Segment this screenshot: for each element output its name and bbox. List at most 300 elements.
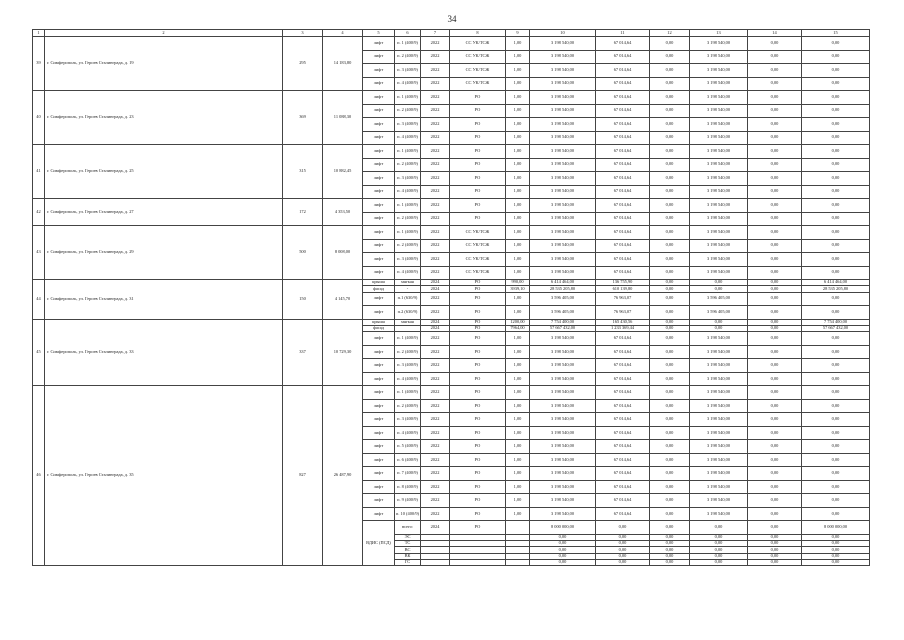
quantity-cell: 1,00 [506, 226, 530, 240]
year-cell: 2022 [421, 64, 450, 78]
total-cost-cell: 57 667 432,00 [530, 325, 596, 331]
control-cost-cell: 76 963,07 [596, 306, 650, 320]
cost-c15-cell: 0,00 [802, 104, 870, 118]
cost-c13-cell: 3 596 405,00 [690, 292, 748, 306]
row-number-cell: 43 [33, 226, 45, 280]
cost-c15-cell: 0,00 [802, 64, 870, 78]
total-cost-cell: 3 198 540,00 [530, 104, 596, 118]
cost-c12-cell: 0,00 [650, 359, 690, 373]
year-cell: 2024 [421, 521, 450, 535]
cost-c14-cell: 0,00 [748, 185, 802, 199]
cost-c14-cell: 0,00 [748, 37, 802, 51]
cost-c13-cell: 3 198 540,00 [690, 64, 748, 78]
year-cell: 2022 [421, 145, 450, 159]
address-cell: г. Симферополь, ул. Героев Сталинграда, д. 33 [45, 319, 283, 386]
total-cost-cell: 0,00 [530, 559, 596, 565]
column-number: 12 [650, 30, 690, 37]
cost-c12-cell: 0,00 [650, 64, 690, 78]
funding-source-cell: РО [450, 306, 506, 320]
work-type-cell: лифт [363, 226, 395, 240]
work-type-cell: лифт [363, 118, 395, 132]
total-cost-cell: 8 000 000,00 [530, 521, 596, 535]
quantity-cell: 3939,10 [506, 286, 530, 292]
work-spec-cell: всего: [395, 521, 421, 535]
cost-c15-cell: 0,00 [802, 553, 870, 559]
total-cost-cell: 3 198 540,00 [530, 453, 596, 467]
cost-c14-cell: 0,00 [748, 426, 802, 440]
total-cost-cell: 0,00 [530, 540, 596, 546]
quantity-cell: 1,00 [506, 359, 530, 373]
cost-c13-cell: 3 198 540,00 [690, 345, 748, 359]
cost-c14-cell: 0,00 [748, 319, 802, 325]
year-cell: 2022 [421, 413, 450, 427]
quantity-cell: 1,00 [506, 292, 530, 306]
work-type-cell: лифт [363, 37, 395, 51]
total-cost-cell: 3 198 540,00 [530, 131, 596, 145]
work-spec-cell: п. 7 (400/9) [395, 467, 421, 481]
cost-c15-cell: 0,00 [802, 91, 870, 105]
cost-c14-cell: 0,00 [748, 280, 802, 286]
total-cost-cell: 3 198 540,00 [530, 507, 596, 521]
work-type-cell: лифт [363, 199, 395, 213]
total-cost-cell: 0,00 [530, 534, 596, 540]
cost-c14-cell: 0,00 [748, 480, 802, 494]
address-cell: г. Симферополь, ул. Героев Сталинграда, д. 23 [45, 91, 283, 145]
quantity-cell: 1200,00 [506, 319, 530, 325]
cost-c12-cell: 0,00 [650, 77, 690, 91]
work-type-cell: лифт [363, 266, 395, 280]
control-cost-cell: 67 014,64 [596, 386, 650, 400]
cost-c13-cell: 3 198 540,00 [690, 359, 748, 373]
cost-c13-cell: 0,00 [690, 540, 748, 546]
cost-c14-cell: 0,00 [748, 104, 802, 118]
control-cost-cell: 67 014,64 [596, 453, 650, 467]
year-cell: 2024 [421, 286, 450, 292]
cost-c13-cell: 3 198 540,00 [690, 332, 748, 346]
total-cost-cell: 3 198 540,00 [530, 64, 596, 78]
cost-c12-cell: 0,00 [650, 104, 690, 118]
year-cell: 2022 [421, 118, 450, 132]
total-cost-cell: 3 198 540,00 [530, 426, 596, 440]
year-cell: 2022 [421, 37, 450, 51]
area-cell: 4 145,70 [323, 280, 363, 320]
quantity-cell: 1,00 [506, 91, 530, 105]
cost-c14-cell: 0,00 [748, 239, 802, 253]
quantity-cell [506, 559, 530, 565]
cost-c13-cell: 0,00 [690, 553, 748, 559]
cost-c12-cell: 0,00 [650, 534, 690, 540]
quantity-cell: 1,00 [506, 158, 530, 172]
quantity-cell: 1,00 [506, 494, 530, 508]
work-type-cell: фасад [363, 325, 395, 331]
cost-c12-cell: 0,00 [650, 185, 690, 199]
control-cost-cell: 67 014,64 [596, 253, 650, 267]
year-cell: 2022 [421, 158, 450, 172]
cost-c14-cell: 0,00 [748, 199, 802, 213]
cost-c14-cell: 0,00 [748, 359, 802, 373]
work-type-cell: лифт [363, 467, 395, 481]
cost-c14-cell: 0,00 [748, 325, 802, 331]
work-spec-cell: п. 2 (400/9) [395, 239, 421, 253]
control-cost-cell: 67 014,64 [596, 199, 650, 213]
cost-c14-cell: 0,00 [748, 172, 802, 186]
column-number: 10 [530, 30, 596, 37]
cost-c15-cell: 6 414 464,00 [802, 280, 870, 286]
quantity-cell: 1,00 [506, 386, 530, 400]
control-cost-cell: 67 014,64 [596, 104, 650, 118]
year-cell: 2024 [421, 280, 450, 286]
funding-source-cell: РО [450, 521, 506, 535]
year-cell: 2022 [421, 494, 450, 508]
work-spec-cell: ГС [395, 559, 421, 565]
year-cell: 2022 [421, 292, 450, 306]
funding-source-cell: РО [450, 453, 506, 467]
address-cell: г. Симферополь, ул. Героев Сталинграда, д. 35 [45, 386, 283, 566]
cost-c13-cell: 3 198 540,00 [690, 212, 748, 226]
cost-c15-cell: 0,00 [802, 386, 870, 400]
work-spec-cell: п. 4 (400/9) [395, 77, 421, 91]
cost-c13-cell: 3 198 540,00 [690, 399, 748, 413]
row-number-cell: 39 [33, 37, 45, 91]
quantity-cell [506, 521, 530, 535]
cost-c12-cell: 0,00 [650, 50, 690, 64]
control-cost-cell: 165 430,56 [596, 319, 650, 325]
total-cost-cell: 3 198 540,00 [530, 91, 596, 105]
control-cost-cell: 67 014,64 [596, 467, 650, 481]
total-cost-cell: 3 198 540,00 [530, 145, 596, 159]
quantity-cell: 1,00 [506, 306, 530, 320]
cost-c15-cell: 0,00 [802, 540, 870, 546]
column-number: 7 [421, 30, 450, 37]
work-spec-cell: ВС [395, 547, 421, 553]
cost-c12-cell: 0,00 [650, 319, 690, 325]
cost-c13-cell: 3 198 540,00 [690, 453, 748, 467]
funding-source-cell: РО [450, 467, 506, 481]
total-cost-cell: 3 198 540,00 [530, 345, 596, 359]
year-cell: 2024 [421, 325, 450, 331]
funding-source-cell [450, 559, 506, 565]
cost-c15-cell: 8 000 000,00 [802, 521, 870, 535]
year-cell: 2022 [421, 77, 450, 91]
year-cell [421, 559, 450, 565]
cost-c14-cell: 0,00 [748, 372, 802, 386]
control-cost-cell: 67 014,64 [596, 345, 650, 359]
column-number: 3 [283, 30, 323, 37]
quantity-cell: 1,00 [506, 212, 530, 226]
funding-source-cell: РО [450, 507, 506, 521]
cost-c15-cell: 0,00 [802, 199, 870, 213]
work-type-cell: лифт [363, 372, 395, 386]
total-cost-cell: 3 198 540,00 [530, 413, 596, 427]
total-cost-cell: 3 198 540,00 [530, 172, 596, 186]
cost-c13-cell: 0,00 [690, 559, 748, 565]
control-cost-cell: 67 014,64 [596, 131, 650, 145]
column-number: 6 [395, 30, 421, 37]
funding-source-cell: СС УК/ТСЖ [450, 37, 506, 51]
control-cost-cell: 67 014,64 [596, 413, 650, 427]
cost-c13-cell: 3 198 540,00 [690, 91, 748, 105]
cost-c12-cell: 0,00 [650, 131, 690, 145]
area-cell: 10 882,45 [323, 145, 363, 199]
quantity-cell: 1,00 [506, 145, 530, 159]
year-cell: 2022 [421, 480, 450, 494]
cost-c14-cell: 0,00 [748, 226, 802, 240]
column-number: 14 [748, 30, 802, 37]
cost-c14-cell: 0,00 [748, 559, 802, 565]
total-cost-cell: 0,00 [530, 553, 596, 559]
cost-c13-cell: 0,00 [690, 521, 748, 535]
control-cost-cell: 67 014,64 [596, 50, 650, 64]
year-cell: 2022 [421, 212, 450, 226]
row-number-cell: 40 [33, 91, 45, 145]
cost-c12-cell: 0,00 [650, 280, 690, 286]
funding-source-cell: РО [450, 494, 506, 508]
table-row [33, 91, 870, 105]
quantity-cell: 1,00 [506, 118, 530, 132]
area-cell: 4 353,50 [323, 199, 363, 226]
cost-c13-cell: 3 198 540,00 [690, 50, 748, 64]
work-type-cell: лифт [363, 306, 395, 320]
work-spec-cell: п. 2 (400/9) [395, 104, 421, 118]
cost-c14-cell: 0,00 [748, 145, 802, 159]
area-cell: 11 088,30 [323, 91, 363, 145]
year-cell: 2022 [421, 332, 450, 346]
work-type-cell: лифт [363, 172, 395, 186]
work-type-cell: лифт [363, 50, 395, 64]
cost-c14-cell: 0,00 [748, 50, 802, 64]
cost-c15-cell: 0,00 [802, 440, 870, 454]
funding-source-cell: РО [450, 280, 506, 286]
control-cost-cell: 67 014,64 [596, 212, 650, 226]
funding-source-cell: СС УК/ТСЖ [450, 239, 506, 253]
cost-c12-cell: 0,00 [650, 480, 690, 494]
column-number: 4 [323, 30, 363, 37]
cost-c13-cell: 0,00 [690, 534, 748, 540]
control-cost-cell: 136 755,90 [596, 280, 650, 286]
total-cost-cell: 3 596 405,00 [530, 306, 596, 320]
cost-c15-cell: 0,00 [802, 467, 870, 481]
funding-source-cell: РО [450, 158, 506, 172]
work-type-cell: лифт [363, 494, 395, 508]
total-cost-cell: 6 414 464,00 [530, 280, 596, 286]
capital-repair-table-sheet [32, 29, 849, 566]
cost-c14-cell: 0,00 [748, 77, 802, 91]
cost-c13-cell: 3 198 540,00 [690, 226, 748, 240]
cost-c13-cell: 3 198 540,00 [690, 413, 748, 427]
cost-c12-cell: 0,00 [650, 494, 690, 508]
cost-c12-cell: 0,00 [650, 325, 690, 331]
column-number: 15 [802, 30, 870, 37]
row-number-cell: 41 [33, 145, 45, 199]
cost-c12-cell: 0,00 [650, 540, 690, 546]
control-cost-cell: 67 014,64 [596, 226, 650, 240]
cost-c14-cell: 0,00 [748, 266, 802, 280]
total-cost-cell: 3 198 540,00 [530, 359, 596, 373]
area-cell: 8 008,00 [323, 226, 363, 280]
total-cost-cell: 3 198 540,00 [530, 494, 596, 508]
cost-c14-cell: 0,00 [748, 253, 802, 267]
work-spec-cell: ВК [395, 553, 421, 559]
work-type-cell: лифт [363, 77, 395, 91]
quantity-cell: 1,00 [506, 372, 530, 386]
work-spec-cell: п. 1 (400/9) [395, 386, 421, 400]
control-cost-cell: 67 014,64 [596, 494, 650, 508]
cost-c12-cell: 0,00 [650, 158, 690, 172]
control-cost-cell: 67 014,64 [596, 440, 650, 454]
work-spec-cell: п. 2 (400/9) [395, 212, 421, 226]
cost-c13-cell: 3 198 540,00 [690, 253, 748, 267]
cost-c14-cell: 0,00 [748, 212, 802, 226]
work-spec-cell: п. 9 (400/9) [395, 494, 421, 508]
table-row [33, 386, 870, 400]
work-spec-cell: п. 4 (400/9) [395, 266, 421, 280]
cost-c12-cell: 0,00 [650, 345, 690, 359]
quantity-cell: 1,00 [506, 131, 530, 145]
cost-c12-cell: 0,00 [650, 226, 690, 240]
cost-c12-cell: 0,00 [650, 426, 690, 440]
cost-c14-cell: 0,00 [748, 158, 802, 172]
row-number-cell: 45 [33, 319, 45, 386]
cost-c13-cell: 3 198 540,00 [690, 467, 748, 481]
year-cell: 2022 [421, 91, 450, 105]
cost-c14-cell: 0,00 [748, 540, 802, 546]
quantity-cell: 1,00 [506, 199, 530, 213]
cost-c15-cell: 0,00 [802, 145, 870, 159]
year-cell: 2022 [421, 253, 450, 267]
total-cost-cell: 3 198 540,00 [530, 372, 596, 386]
funding-source-cell: РО [450, 118, 506, 132]
cost-c15-cell: 0,00 [802, 399, 870, 413]
work-type-cell: лифт [363, 185, 395, 199]
total-cost-cell: 3 198 540,00 [530, 77, 596, 91]
year-cell: 2022 [421, 507, 450, 521]
cost-c15-cell: 0,00 [802, 253, 870, 267]
cost-c12-cell: 0,00 [650, 413, 690, 427]
cost-c15-cell: 0,00 [802, 547, 870, 553]
cost-c13-cell: 3 198 540,00 [690, 77, 748, 91]
control-cost-cell: 67 014,64 [596, 332, 650, 346]
work-spec-cell: п. 5 (400/9) [395, 440, 421, 454]
cost-c15-cell: 0,00 [802, 480, 870, 494]
funding-source-cell: РО [450, 286, 506, 292]
address-cell: г. Симферополь, ул. Героев Сталинграда, д. 19 [45, 37, 283, 91]
cost-c15-cell: 0,00 [802, 306, 870, 320]
year-cell: 2022 [421, 359, 450, 373]
work-type-cell: лифт [363, 426, 395, 440]
cost-c15-cell: 0,00 [802, 534, 870, 540]
control-cost-cell: 0,00 [596, 540, 650, 546]
cost-c12-cell: 0,00 [650, 521, 690, 535]
cost-c13-cell: 3 596 405,00 [690, 306, 748, 320]
total-cost-cell: 3 198 540,00 [530, 399, 596, 413]
cost-c15-cell: 0,00 [802, 494, 870, 508]
cost-c15-cell: 0,00 [802, 131, 870, 145]
control-cost-cell: 0,00 [596, 521, 650, 535]
cost-c15-cell: 0,00 [802, 212, 870, 226]
work-type-cell: лифт [363, 64, 395, 78]
cost-c12-cell: 0,00 [650, 253, 690, 267]
funding-source-cell: РО [450, 172, 506, 186]
year-cell: 2022 [421, 104, 450, 118]
cost-c14-cell: 0,00 [748, 64, 802, 78]
cost-c13-cell: 3 198 540,00 [690, 145, 748, 159]
total-cost-cell: 3 198 540,00 [530, 37, 596, 51]
cost-c12-cell: 0,00 [650, 332, 690, 346]
cost-c15-cell: 0,00 [802, 158, 870, 172]
quantity-cell: 1,00 [506, 453, 530, 467]
year-cell: 2022 [421, 453, 450, 467]
work-spec-cell: п. 1 (400/9) [395, 226, 421, 240]
cost-c13-cell: 3 198 540,00 [690, 37, 748, 51]
total-cost-cell: 3 198 540,00 [530, 253, 596, 267]
funding-source-cell: СС УК/ТСЖ [450, 64, 506, 78]
column-number: 11 [596, 30, 650, 37]
cost-c15-cell: 0,00 [802, 332, 870, 346]
col3-cell: 315 [283, 145, 323, 199]
work-spec-cell: п. 3 (400/9) [395, 359, 421, 373]
total-cost-cell: 3 198 540,00 [530, 50, 596, 64]
work-spec-cell: п. 10 (400/9) [395, 507, 421, 521]
control-cost-cell: 67 014,64 [596, 372, 650, 386]
work-type-cell: лифт [363, 239, 395, 253]
cost-c15-cell: 0,00 [802, 226, 870, 240]
control-cost-cell: 0,00 [596, 553, 650, 559]
work-type-cell: лифт [363, 399, 395, 413]
cost-c12-cell: 0,00 [650, 172, 690, 186]
quantity-cell: 1,00 [506, 426, 530, 440]
cost-c13-cell: 3 198 540,00 [690, 372, 748, 386]
cost-c12-cell: 0,00 [650, 553, 690, 559]
table-body [33, 37, 870, 566]
control-cost-cell: 76 963,07 [596, 292, 650, 306]
quantity-cell: 7964,00 [506, 325, 530, 331]
cost-c13-cell: 3 198 540,00 [690, 172, 748, 186]
cost-c15-cell: 7 754 400,00 [802, 319, 870, 325]
control-cost-cell: 67 014,64 [596, 185, 650, 199]
cost-c14-cell: 0,00 [748, 286, 802, 292]
work-type-cell: лифт [363, 480, 395, 494]
work-type-cell: лифт [363, 440, 395, 454]
funding-source-cell: СС УК/ТСЖ [450, 266, 506, 280]
cost-c15-cell: 0,00 [802, 559, 870, 565]
cost-c12-cell: 0,00 [650, 145, 690, 159]
work-type-cell: лифт [363, 292, 395, 306]
year-cell: 2022 [421, 50, 450, 64]
funding-source-cell: РО [450, 440, 506, 454]
control-cost-cell: 67 014,64 [596, 118, 650, 132]
col3-cell: 172 [283, 199, 323, 226]
cost-c13-cell: 3 198 540,00 [690, 239, 748, 253]
quantity-cell: 1,00 [506, 77, 530, 91]
cost-c15-cell: 0,00 [802, 372, 870, 386]
address-cell: г. Симферополь, ул. Героев Сталинграда, д. 29 [45, 226, 283, 280]
address-cell: г. Симферополь, ул. Героев Сталинграда, д. 27 [45, 199, 283, 226]
table-row [33, 145, 870, 159]
row-number-cell: 46 [33, 386, 45, 566]
cost-c14-cell: 0,00 [748, 292, 802, 306]
work-type-cell: крыша [363, 280, 395, 286]
control-cost-cell: 610 139,80 [596, 286, 650, 292]
work-spec-cell: п. 2 (400/9) [395, 50, 421, 64]
column-number: 1 [33, 30, 45, 37]
year-cell: 2022 [421, 226, 450, 240]
work-spec-cell: п. 2 (400/9) [395, 399, 421, 413]
cost-c14-cell: 0,00 [748, 521, 802, 535]
work-spec-cell: ТС [395, 540, 421, 546]
funding-source-cell: РО [450, 292, 506, 306]
work-spec-cell: - [395, 286, 421, 292]
cost-c12-cell: 0,00 [650, 199, 690, 213]
